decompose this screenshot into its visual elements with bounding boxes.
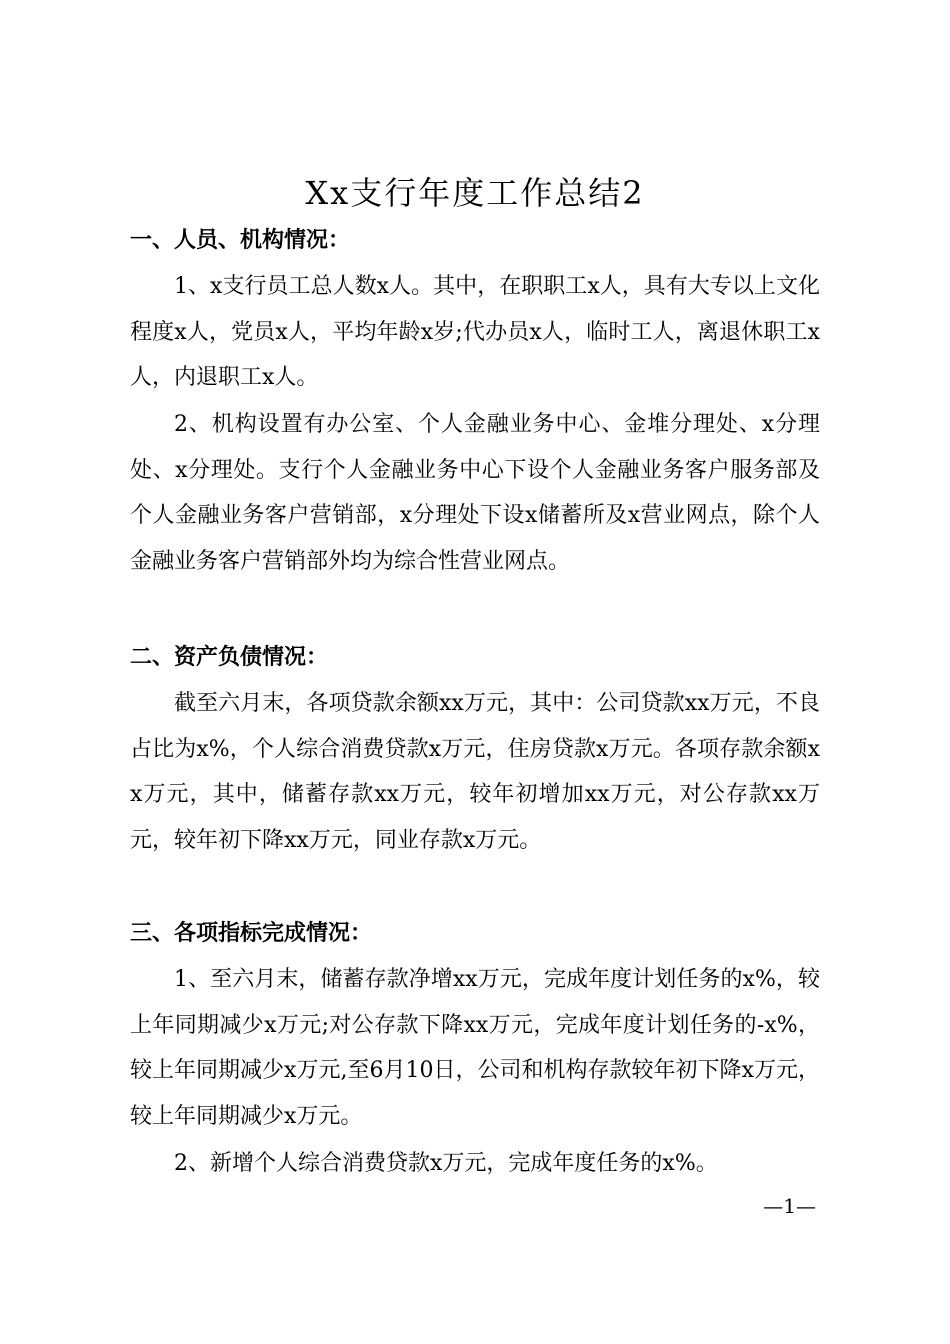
page-number: —1— [763,1194,816,1218]
section-heading-indicators: 三、各项指标完成情况： [130,921,373,946]
section-heading-assets-liabilities: 二、资产负债情况： [130,645,329,670]
paragraph-loans-deposits: 截至六月末，各项贷款余额xx万元，其中：公司贷款xx万元，不良占比为x%，个人综合消费贷款x万元，住房贷款x万元。各项存款余额xx万元，其中，储蓄存款xx万元，较年初增加xx万元，对公存款xx万元，较年初下降xx万元，同业存款x万元。 [130,691,820,853]
paragraph-consumer-loans: 2、新增个人综合消费贷款x万元，完成年度任务的x%。 [174,1151,718,1176]
section-heading-personnel: 一、人员、机构情况： [130,228,351,253]
paragraph-organization: 2、机构设置有办公室、个人金融业务中心、金堆分理处、x分理处、x分理处。支行个人金融业务中心下设个人金融业务客户服务部及个人金融业务客户营销部，x分理处下设x储蓄所及x营业网点，除个人金融业务客户营销部外均为综合性营业网点。 [130,412,820,574]
paragraph-staff-count: 1、x支行员工总人数x人。其中，在职职工x人，具有大专以上文化程度x人，党员x人，平均年龄x岁;代办员x人，临时工人，离退休职工x人，内退职工x人。 [130,274,820,390]
document-title: Xx支行年度工作总结2 [305,174,645,212]
paragraph-savings-deposits: 1、至六月末，储蓄存款净增xx万元，完成年度计划任务的x%，较上年同期减少x万元;对公存款下降xx万元，完成年度计划任务的-x%，较上年同期减少x万元,至6月10日，公司和机构存款较年初下降x万元，较上年同期减少x万元。 [130,967,820,1129]
